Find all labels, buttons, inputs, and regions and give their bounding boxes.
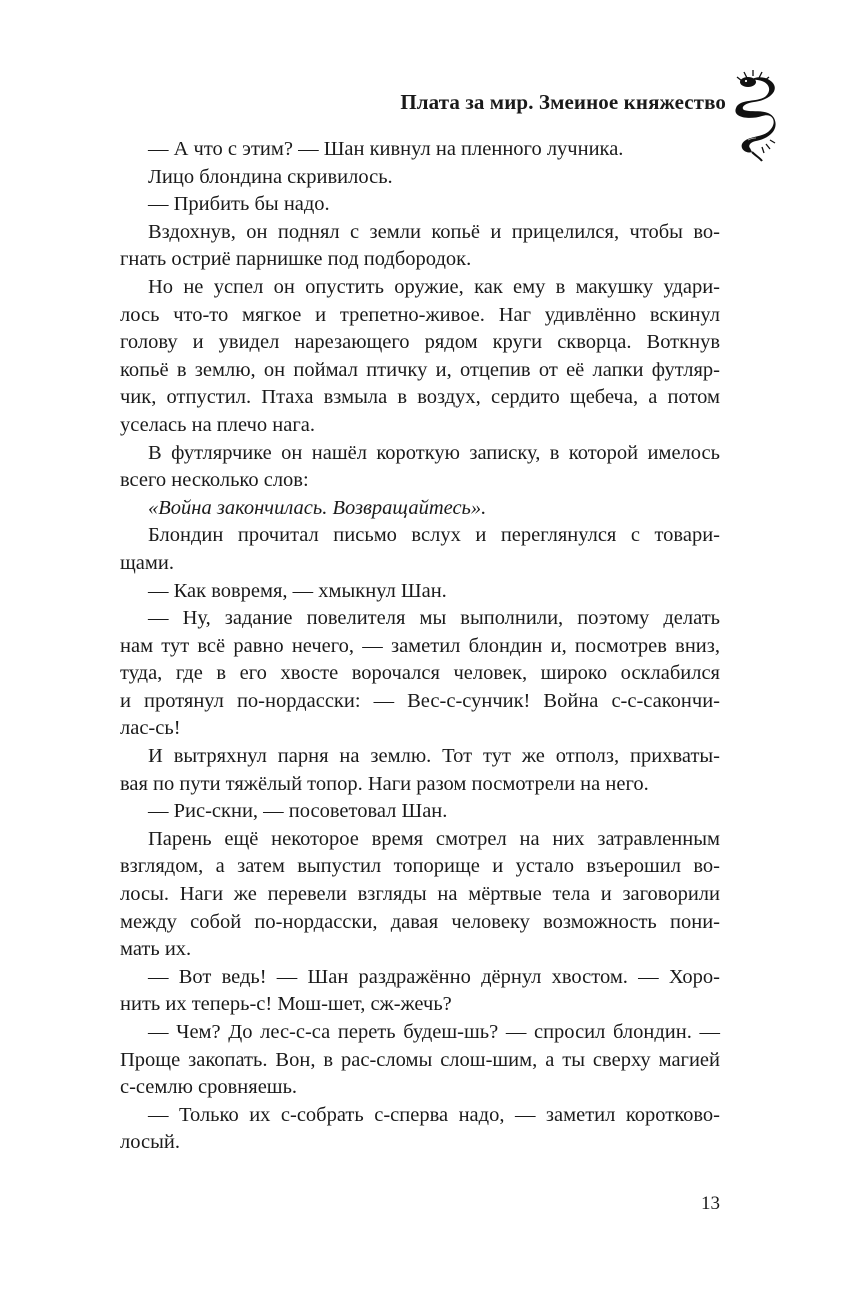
text-line: чик, отпустил. Птаха взмыла в воздух, сердито щебеча, а потом	[120, 386, 720, 409]
text-line: между собой по-нордасски, давая человеку возможность пони-	[120, 910, 720, 933]
text-line: нить их теперь-с! Мош-шет, сж-жечь?	[120, 993, 452, 1016]
text-line: Парень ещё некоторое время смотрел на них затравленным	[148, 827, 720, 850]
text-line: лас-сь!	[120, 717, 181, 740]
text-line: Лицо блондина скривилось.	[148, 165, 393, 188]
running-header-title: Плата за мир. Змеиное княжество	[400, 90, 726, 114]
text-line: лось что-то мягкое и трепетно-живое. Наг удивлённо вскинул	[120, 303, 720, 326]
text-line: с-семлю сровняешь.	[120, 1076, 298, 1099]
text-line: гнать остриё парнишке под подбородок.	[120, 248, 472, 271]
text-line: голову и увидел нарезающего рядом круги скворца. Воткнув	[120, 331, 720, 354]
text-line: И вытряхнул парня на землю. Тот тут же отполз, прихваты-	[148, 745, 720, 768]
text-line: — Ну, задание повелителя мы выполнили, поэтому делать	[148, 607, 720, 630]
text-line: В футлярчике он нашёл короткую записку, в которой имелось	[148, 441, 720, 464]
text-line: щами.	[120, 551, 174, 574]
text-line: — Прибить бы надо.	[148, 193, 330, 216]
text-line: туда, где в его хвосте ворочался человек, широко осклабился	[120, 662, 720, 685]
text-line: Проще закопать. Вон, в рас-сломы слош-шим, а ты сверху магией	[120, 1048, 720, 1071]
text-line: уселась на плечо нага.	[120, 413, 315, 436]
text-line: мать их.	[120, 938, 192, 961]
serpent-icon	[722, 66, 784, 162]
text-line: — А что с этим? — Шан кивнул на пленного лучника.	[148, 138, 624, 160]
text-line: «Война закончилась. Возвращайтесь».	[148, 496, 487, 519]
body-text	[120, 136, 720, 1157]
text-line: вая по пути тяжёлый топор. Наги разом посмотрели на него.	[120, 772, 649, 795]
text-line: Блондин прочитал письмо вслух и переглянулся с товари-	[148, 524, 720, 547]
text-line: копьё в землю, он поймал птичку и, отцепив от её лапки футляр-	[120, 358, 720, 381]
text-line: — Как вовремя, — хмыкнул Шан.	[148, 579, 447, 602]
text-line: лосы. Наги же перевели взгляды на мёртвые тела и заговорили	[120, 883, 720, 906]
text-line: — Рис-скни, — посоветовал Шан.	[148, 800, 448, 823]
text-line: Но не успел он опустить оружие, как ему в макушку удари-	[148, 275, 720, 298]
text-line: Вздохнув, он поднял с земли копьё и прицелился, чтобы во-	[148, 220, 720, 243]
text-line: — Чем? До лес-с-са переть будеш-шь? — спросил блондин. —	[148, 1021, 720, 1043]
page-number: 13	[701, 1193, 720, 1214]
text-line: нам тут всё равно нечего, — заметил блондин и, посмотрев вниз,	[120, 634, 720, 657]
text-line: всего несколько слов:	[120, 469, 309, 492]
text-line: — Только их с-собрать с-сперва надо, — заметил коротково-	[148, 1103, 720, 1126]
text-line: лосый.	[120, 1131, 180, 1154]
text-line: — Вот ведь! — Шан раздражённо дёрнул хвостом. — Хоро-	[148, 965, 720, 988]
text-line: и протянул по-нордасски: — Вес-с-сунчик! Война с-с-сакончи-	[120, 689, 720, 712]
text-line: взглядом, а затем выпустил топорище и устало взъерошил во-	[120, 855, 720, 878]
